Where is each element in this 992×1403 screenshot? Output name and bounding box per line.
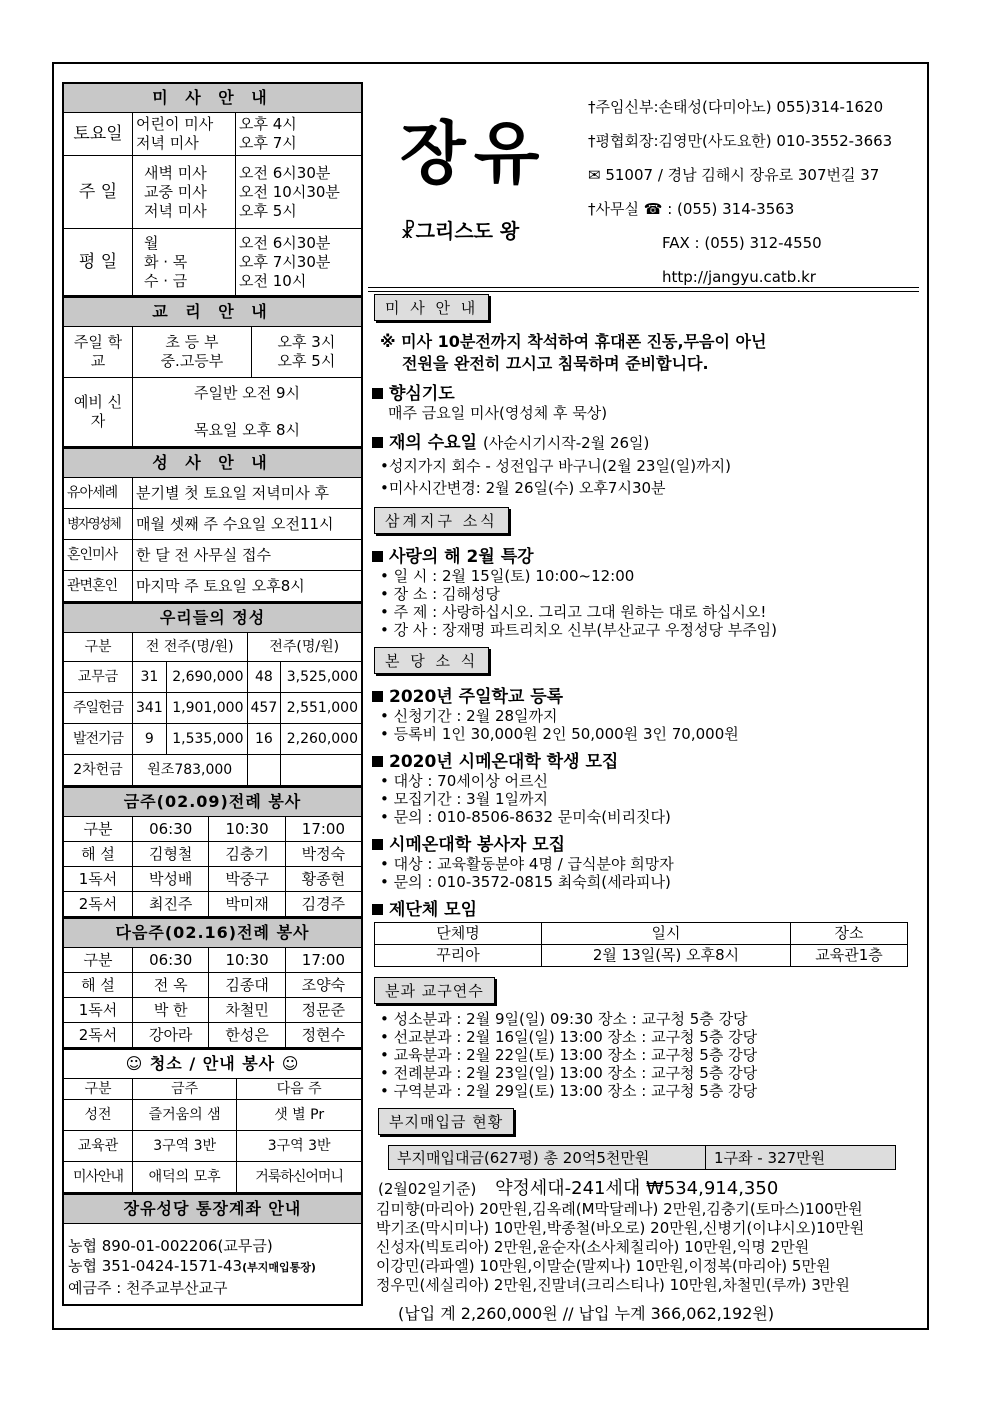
section-heading [372, 747, 918, 772]
mass-time: 오전 10시 [239, 271, 307, 290]
name-cell: 김경주 [285, 892, 361, 917]
column-header: 17:00 [285, 817, 361, 842]
area-cell: 교육관 [64, 1131, 133, 1162]
heading-text: 2020년 시메온대학 학생 모집 [389, 752, 619, 772]
table-row [375, 945, 908, 967]
section-heading [372, 895, 918, 920]
table-row [64, 998, 361, 1023]
count-cell: 457 [247, 693, 281, 724]
role-cell: 1독서 [64, 867, 133, 892]
table-row [64, 113, 361, 156]
land-fund-box [388, 1145, 896, 1170]
column-header: 다음 주 [237, 1079, 361, 1100]
fax-line: FAX : (055) 312-4550 [662, 234, 822, 252]
table-row [64, 973, 361, 998]
list-item: • 전례분과 : 2월 23일(일) 13:00 장소 : 교구청 5층 강당 [380, 1064, 758, 1082]
fund-total: 부지매입대금(627평) 총 20억5천만원 [389, 1146, 706, 1169]
square-bullet-icon [372, 437, 383, 448]
group-meeting-table [374, 922, 908, 967]
catechumen-label: 예비 신자 [64, 378, 133, 447]
list-item: • 일 시 : 2월 15일(토) 10:00~12:00 [380, 567, 635, 585]
square-bullet-icon [372, 756, 383, 767]
group-cell: 애덕의 모후 [133, 1162, 237, 1193]
mass-name: 새벽 미사 [144, 163, 207, 182]
table-row [64, 1023, 361, 1048]
account-number: 농협 351-0424-1571-43 [68, 1257, 243, 1275]
table-row [64, 892, 361, 917]
mass-time: 오전 6시30분 [239, 233, 331, 252]
amount-cell: 1,901,000 [166, 693, 247, 724]
column-header: 금주 [133, 1079, 237, 1100]
grade: 초 등 부 [165, 333, 219, 351]
name-cell: 차철민 [209, 998, 285, 1023]
land-fund-label: 부지매입금 현황 [378, 1108, 514, 1135]
sacrament-info: 분기별 첫 토요일 저녁미사 후 [133, 478, 362, 509]
list-item: • 성소분과 : 2월 9일(일) 09:30 장소 : 교구청 5층 강당 [380, 1010, 748, 1028]
header-divider [368, 287, 919, 288]
table-row [64, 948, 361, 973]
notice-line: ※ 미사 10분전까지 착석하여 휴대폰 진동,무음이 아닌 [380, 332, 767, 351]
table-row [64, 156, 361, 229]
list-item: 매주 금요일 미사(영성체 후 묵상) [388, 404, 608, 422]
square-bullet-icon [372, 904, 383, 915]
list-item: •미사시간변경: 2월 26일(수) 오후7시30분 [380, 479, 666, 497]
list-item: • 문의 : 010-8506-8632 문미숙(비리짓다) [380, 808, 671, 826]
table-row [64, 842, 361, 867]
offering-type: 발전기금 [64, 724, 133, 755]
donor-list [376, 1200, 918, 1295]
list-item: • 신청기간 : 2월 28일까지 [380, 707, 558, 725]
square-bullet-icon [372, 691, 383, 702]
role-cell: 해 설 [64, 842, 133, 867]
mass-names-cell [133, 156, 236, 229]
count-cell: 9 [133, 724, 167, 755]
amount-cell: 1,535,000 [166, 724, 247, 755]
sunday-school-label: 주일 학교 [64, 327, 133, 378]
table-row [64, 571, 361, 602]
mass-name: 화 · 목 [144, 252, 188, 271]
account-line: 농협 890-01-002206(교무금) [68, 1237, 273, 1255]
next-week-liturgy-title: 다음주(02.16)전례 봉사 [64, 917, 361, 948]
mass-name: 교중 미사 [144, 182, 207, 201]
name-cell: 정문준 [285, 998, 361, 1023]
sacrament-type: 관면혼인 [64, 571, 133, 602]
office-phone-line: †사무실 ☎ : (055) 314-3563 [588, 200, 795, 218]
empty-cell [281, 755, 361, 786]
mass-name: 월 [144, 233, 159, 252]
pledge-line [378, 1174, 918, 1200]
section-heading [372, 428, 918, 453]
list-item: • 문의 : 010-3572-0815 최숙희(세라피나) [380, 873, 671, 891]
mass-names-cell [133, 113, 236, 156]
table-row [64, 1131, 361, 1162]
table-row [64, 229, 361, 296]
table-row [64, 633, 361, 662]
left-sidebar [62, 82, 363, 1306]
column-header: 장소 [791, 923, 908, 945]
pastor-line: †주임신부:손태성(다미아노) 055)314-1620 [588, 98, 884, 116]
count-cell: 31 [133, 662, 167, 693]
this-week-liturgy-table [64, 817, 361, 917]
section-heading [372, 379, 918, 404]
day-cell: 평 일 [64, 229, 133, 296]
empty-cell [247, 755, 281, 786]
offering-title: 우리들의 정성 [64, 602, 361, 633]
offering-type: 2차헌금 [64, 755, 133, 786]
mass-schedule-table [64, 113, 361, 296]
table-row [64, 662, 361, 693]
list-item: • 등록비 1인 30,000원 2인 50,000원 3인 70,000원 [380, 725, 739, 743]
list-item: • 장 소 : 김해성당 [380, 585, 500, 603]
name-cell: 한성은 [209, 1023, 285, 1048]
place-cell: 교육관1층 [791, 945, 908, 967]
next-week-liturgy-table [64, 948, 361, 1048]
list-item: •성지가지 회수 - 성전입구 바구니(2월 23일(일)까지) [380, 457, 731, 475]
table-row [64, 1100, 361, 1131]
column-header: 06:30 [133, 948, 209, 973]
column-header: 구분 [64, 948, 133, 973]
section-heading [372, 682, 918, 707]
table-row [64, 755, 361, 786]
pledge-date: (2월02일기준) [378, 1180, 477, 1198]
name-cell: 김형철 [133, 842, 209, 867]
time-cell [251, 327, 361, 378]
sacrament-table [64, 478, 361, 602]
mass-time: 오전 10시30분 [239, 182, 340, 201]
name-cell: 박중구 [209, 867, 285, 892]
area-cell: 성전 [64, 1100, 133, 1131]
list-item: • 모집기간 : 3월 1일까지 [380, 790, 548, 808]
column-header: 구분 [64, 1079, 133, 1100]
square-bullet-icon [372, 839, 383, 850]
catechumen-times [133, 378, 362, 447]
name-cell: 박미재 [209, 892, 285, 917]
time: 오후 3시 [277, 333, 336, 351]
day-cell: 주 일 [64, 156, 133, 229]
table-row [64, 478, 361, 509]
mass-times-cell [236, 113, 362, 156]
section-heading [372, 830, 918, 855]
name-cell: 황종현 [285, 867, 361, 892]
mass-name: 저녁 미사 [136, 134, 199, 152]
mass-name: 어린이 미사 [136, 115, 214, 133]
mass-times-cell [236, 229, 362, 296]
name-cell: 박성배 [133, 867, 209, 892]
doctrine-title: 교 리 안 내 [64, 296, 361, 327]
name-cell: 김종대 [209, 973, 285, 998]
square-bullet-icon [372, 551, 383, 562]
name-cell: 정현수 [285, 1023, 361, 1048]
table-row [375, 923, 908, 945]
list-item: • 강 사 : 장재명 파트리치오 신부(부산교구 우정성당 부주임) [380, 621, 778, 639]
column-header: 구분 [64, 633, 133, 662]
list-item: • 교육분과 : 2월 22일(토) 13:00 장소 : 교구청 5층 강당 [380, 1046, 758, 1064]
time: 오후 5시 [277, 352, 336, 370]
offering-table [64, 633, 361, 786]
catechumen-time: 주일반 오전 9시 [193, 384, 301, 402]
table-row [64, 817, 361, 842]
notice-line: 전원을 완전히 끄시고 침묵하며 준비합니다. [402, 354, 709, 373]
parish-contact-info [588, 90, 892, 294]
mass-time: 오후 7시 [239, 134, 297, 152]
name-cell: 박 한 [133, 998, 209, 1023]
catechumen-time: 목요일 오후 8시 [193, 421, 301, 439]
section-heading [372, 542, 918, 567]
bulletin-subtitle: ☧그리스도 왕 [400, 219, 520, 243]
column-header: 구분 [64, 817, 133, 842]
heading-note: (사순시기시작-2월 26일) [482, 434, 650, 452]
district-news-label: 삼계지구 소식 [374, 507, 509, 534]
list-item: • 대상 : 70세이상 어르신 [380, 772, 548, 790]
list-item: • 주 제 : 사랑하십시오. 그리고 그대 원하는 대로 하십시오! [380, 603, 767, 621]
payment-total: (납입 계 2,260,000원 // 납입 누계 366,062,192원) [398, 1304, 775, 1323]
sacrament-info: 한 달 전 사무실 접수 [133, 540, 362, 571]
grade-cell [133, 327, 252, 378]
mass-notice-label: 미 사 안 내 [374, 294, 489, 321]
cleaning-table [64, 1079, 361, 1193]
this-week-liturgy-title: 금주(02.09)전례 봉사 [64, 786, 361, 817]
table-row [64, 509, 361, 540]
mass-times-cell [236, 156, 362, 229]
day-cell: 토요일 [64, 113, 133, 156]
square-bullet-icon [372, 388, 383, 399]
column-header: 10:30 [209, 817, 285, 842]
column-header: 전 전주(명/원) [133, 633, 248, 662]
account-info [64, 1224, 361, 1304]
list-item: • 선교분과 : 2월 16일(일) 13:00 장소 : 교구청 5층 강당 [380, 1028, 758, 1046]
name-cell: 조양숙 [285, 973, 361, 998]
address-line: ✉ 51007 / 경남 김해시 장유로 307번길 37 [588, 166, 880, 184]
name-cell: 김충기 [209, 842, 285, 867]
training-label: 분과 교구연수 [374, 977, 495, 1004]
table-row [64, 693, 361, 724]
name-cell: 최진주 [133, 892, 209, 917]
heading-text: 사랑의 해 2월 특강 [389, 547, 534, 567]
group-name-cell: 꾸리아 [375, 945, 542, 967]
column-header: 일시 [542, 923, 791, 945]
column-header: 17:00 [285, 948, 361, 973]
table-row [64, 1079, 361, 1100]
cleaning-title: ☺ 청소 / 안내 봉사 ☺ [64, 1048, 361, 1079]
mass-time: 오후 4시 [239, 115, 297, 133]
group-cell: 3구역 3반 [237, 1131, 361, 1162]
date-cell: 2월 13일(목) 오후8시 [542, 945, 791, 967]
donor-line: 박기조(막시미나) 10만원,박종철(바오로) 20만원,신병기(이냐시오)10만원 [376, 1219, 865, 1237]
donor-line: 신성자(빅토리아) 2만원,윤순자(소사체칠리아) 10만원,익명 2만원 [376, 1238, 810, 1256]
role-cell: 1독서 [64, 998, 133, 1023]
role-cell: 2독서 [64, 892, 133, 917]
fund-unit: 1구좌 - 327만원 [714, 1149, 826, 1167]
account-note: (부지매입통장) [242, 1261, 316, 1274]
donor-line: 이강민(라파엘) 10만원,이말순(말찌나) 10만원,이정복(마리아) 5만원 [376, 1257, 831, 1275]
offering-type: 교무금 [64, 662, 133, 693]
donor-line: 김미향(마리아) 20만원,김옥례(M막달레나) 2만원,김충기(토마스)100만원 [376, 1200, 863, 1218]
sacrament-type: 혼인미사 [64, 540, 133, 571]
mass-time: 오후 7시30분 [239, 252, 331, 271]
heading-text: 제단체 모임 [389, 900, 478, 920]
amount-cell: 3,525,000 [281, 662, 361, 693]
group-cell: 샛 별 Pr [237, 1100, 361, 1131]
amount-cell: 2,551,000 [281, 693, 361, 724]
list-item: • 구역분과 : 2월 29일(토) 13:00 장소 : 교구청 5층 강당 [380, 1082, 758, 1100]
pledge-total: 약정세대-241세대 ₩534,914,350 [495, 1178, 779, 1199]
amount-cell: 2,260,000 [281, 724, 361, 755]
website-line[interactable]: http://jangyu.catb.kr [662, 268, 816, 286]
name-cell: 박정숙 [285, 842, 361, 867]
name-cell: 전 옥 [133, 973, 209, 998]
table-row [64, 867, 361, 892]
sacrament-type: 병자영성체 [64, 509, 133, 540]
parish-news-label: 본 당 소 식 [374, 647, 489, 674]
column-header: 단체명 [375, 923, 542, 945]
grade: 중.고등부 [160, 352, 224, 370]
table-row [64, 1162, 361, 1193]
donor-line: 정우민(세실리아) 2만원,진말녀(크리스티나) 10만원,차철민(루까) 3만원 [376, 1276, 850, 1294]
count-cell: 48 [247, 662, 281, 693]
mass-schedule-title: 미 사 안 내 [64, 84, 361, 113]
sacrament-title: 성 사 안 내 [64, 447, 361, 478]
mass-time: 오후 5시 [239, 201, 297, 220]
role-cell: 해 설 [64, 973, 133, 998]
name-cell: 강아라 [133, 1023, 209, 1048]
mass-name: 수 · 금 [144, 271, 188, 290]
column-header: 전주(명/원) [247, 633, 361, 662]
account-title: 장유성당 통장계좌 안내 [64, 1193, 361, 1224]
mass-names-cell [133, 229, 236, 296]
group-cell: 3구역 3반 [133, 1131, 237, 1162]
mass-notice-text [380, 331, 918, 375]
council-line: †평협회장:김영만(사도요한) 010-3552-3663 [588, 132, 893, 150]
sacrament-info: 매월 셋째 주 수요일 오전11시 [133, 509, 362, 540]
table-row [64, 540, 361, 571]
heading-text: 시메온대학 봉사자 모집 [389, 835, 566, 855]
mass-name: 저녁 미사 [144, 201, 207, 220]
heading-text: 2020년 주일학교 등록 [389, 687, 564, 707]
heading-text: 재의 수요일 [389, 433, 478, 453]
count-cell: 341 [133, 693, 167, 724]
group-cell: 즐거움의 샘 [133, 1100, 237, 1131]
mass-time: 오전 6시30분 [239, 163, 331, 182]
role-cell: 2독서 [64, 1023, 133, 1048]
account-holder: 예금주 : 천주교부산교구 [68, 1279, 228, 1297]
amount-cell: 원조783,000 [133, 755, 248, 786]
table-row [64, 327, 361, 378]
heading-text: 향심기도 [389, 384, 455, 404]
sacrament-type: 유아세례 [64, 478, 133, 509]
bulletin-title: 장유 [400, 114, 548, 194]
table-row [64, 378, 361, 447]
account-line [68, 1256, 357, 1278]
table-row [64, 724, 361, 755]
amount-cell: 2,690,000 [166, 662, 247, 693]
sacrament-info: 마지막 주 토요일 오후8시 [133, 571, 362, 602]
count-cell: 16 [247, 724, 281, 755]
column-header: 06:30 [133, 817, 209, 842]
column-header: 10:30 [209, 948, 285, 973]
offering-type: 주일헌금 [64, 693, 133, 724]
doctrine-table [64, 327, 361, 447]
list-item: • 대상 : 교육활동분야 4명 / 급식분야 희망자 [380, 855, 674, 873]
area-cell: 미사안내 [64, 1162, 133, 1193]
main-content [370, 290, 918, 1324]
group-cell: 거룩하신어머니 [237, 1162, 361, 1193]
